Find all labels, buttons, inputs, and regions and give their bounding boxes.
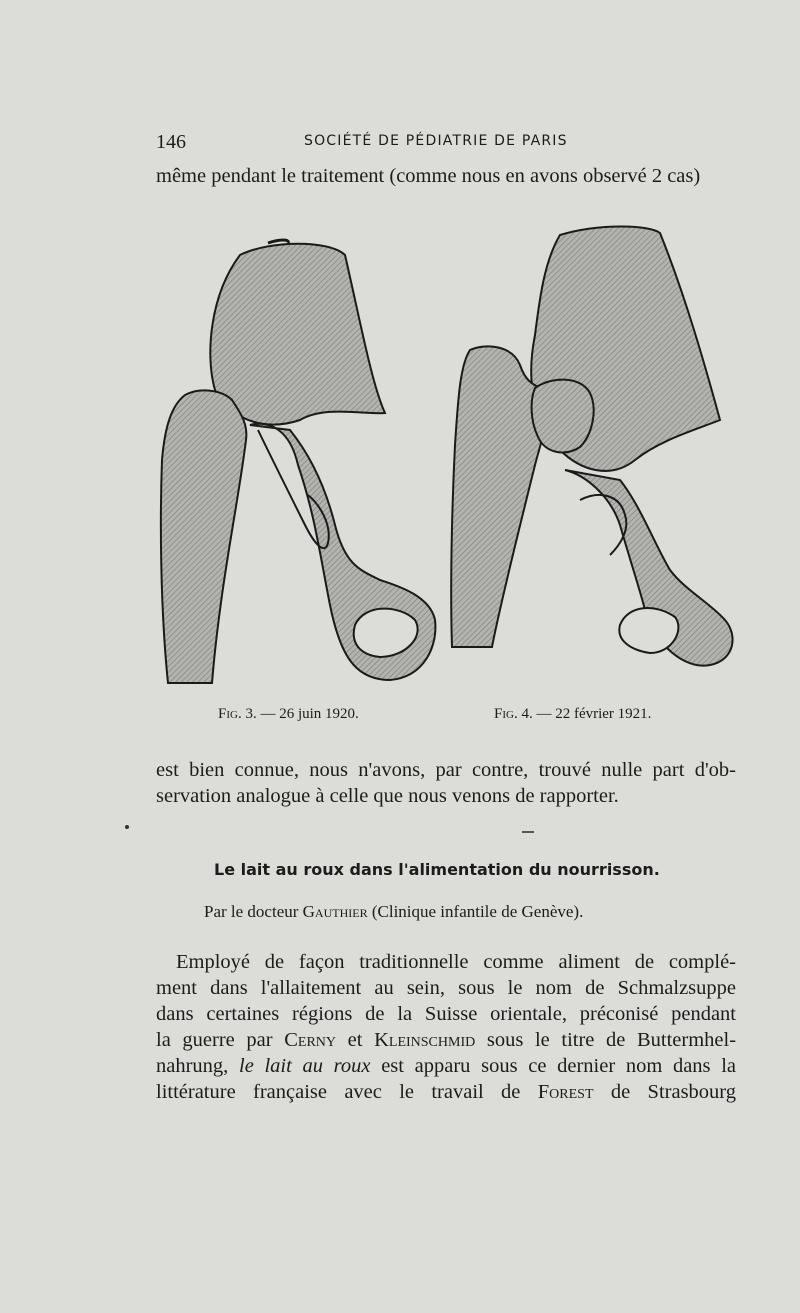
figure-3-date: — 26 juin 1920. <box>260 706 359 722</box>
author-kleinschmid: Kleinschmid <box>374 1029 476 1051</box>
line5-text-a: nahrung, <box>156 1055 229 1077</box>
figure-3-label: Fig. 3. <box>218 706 257 722</box>
figure-4-date: — 22 février 1921. <box>536 706 652 722</box>
fig3-femur <box>161 390 246 683</box>
fig4-obturator-foramen <box>619 608 678 653</box>
byline-prefix: Par le docteur <box>204 902 299 921</box>
figure-3-drawing <box>161 240 436 683</box>
line4-text-b: et <box>347 1029 363 1051</box>
paragraph2-line-1: Employé de façon traditionnelle comme aliment de complé- <box>176 951 736 973</box>
line6-text-a: littérature française avec le travail de <box>156 1081 521 1103</box>
byline-suffix: (Clinique infantile de Genève). <box>371 902 584 921</box>
paragraph2-line-6 <box>156 1081 736 1104</box>
figure-4-caption <box>494 706 651 723</box>
paragraph2-line-2: ment dans l'allaitement au sein, sous le nom de Schmalzsuppe <box>156 977 736 999</box>
page-number: 146 <box>156 131 186 153</box>
fig4-femur <box>451 346 546 647</box>
running-head: SOCIÉTÉ DE PÉDIATRIE DE PARIS <box>304 133 568 149</box>
figure-3-caption <box>218 706 359 723</box>
section-title: Le lait au roux dans l'alimentation du nourrisson. <box>214 860 660 879</box>
section-separator <box>522 831 534 833</box>
line5-text-b: est apparu sous ce dernier nom dans la <box>381 1055 737 1077</box>
line4-text-c: sous le titre de Buttermhel- <box>486 1029 737 1051</box>
fig3-ilium <box>210 244 385 425</box>
section-byline <box>204 902 583 922</box>
line5-italic: le lait au roux <box>239 1055 371 1077</box>
fig4-femoral-head <box>532 380 594 453</box>
figure-4-label: Fig. 4. <box>494 706 533 722</box>
line4-text-a: la guerre par <box>156 1029 273 1051</box>
text-line-top: même pendant le traitement (comme nous en avons observé 2 cas) <box>156 165 701 187</box>
line6-text-b: de Strasbourg <box>610 1081 737 1103</box>
page-header <box>156 131 736 153</box>
hip-radiograph-drawings <box>140 225 740 700</box>
figure-4-drawing <box>451 227 732 666</box>
paragraph1-line-2: servation analogue à celle que nous venons de rapporter. <box>156 785 619 807</box>
byline-author: Gauthier <box>302 902 368 921</box>
margin-dot <box>125 825 129 829</box>
paragraph2-line-3: dans certaines régions de la Suisse orientale, préconisé pendant <box>156 1003 736 1025</box>
author-forest: Forest <box>537 1081 594 1103</box>
paragraph2-line-5 <box>156 1055 736 1078</box>
author-cerny: Cerny <box>284 1029 337 1051</box>
paragraph1-line-1: est bien connue, nous n'avons, par contre, trouvé nulle part d'ob- <box>156 759 736 781</box>
paragraph2-line-4 <box>156 1029 736 1052</box>
